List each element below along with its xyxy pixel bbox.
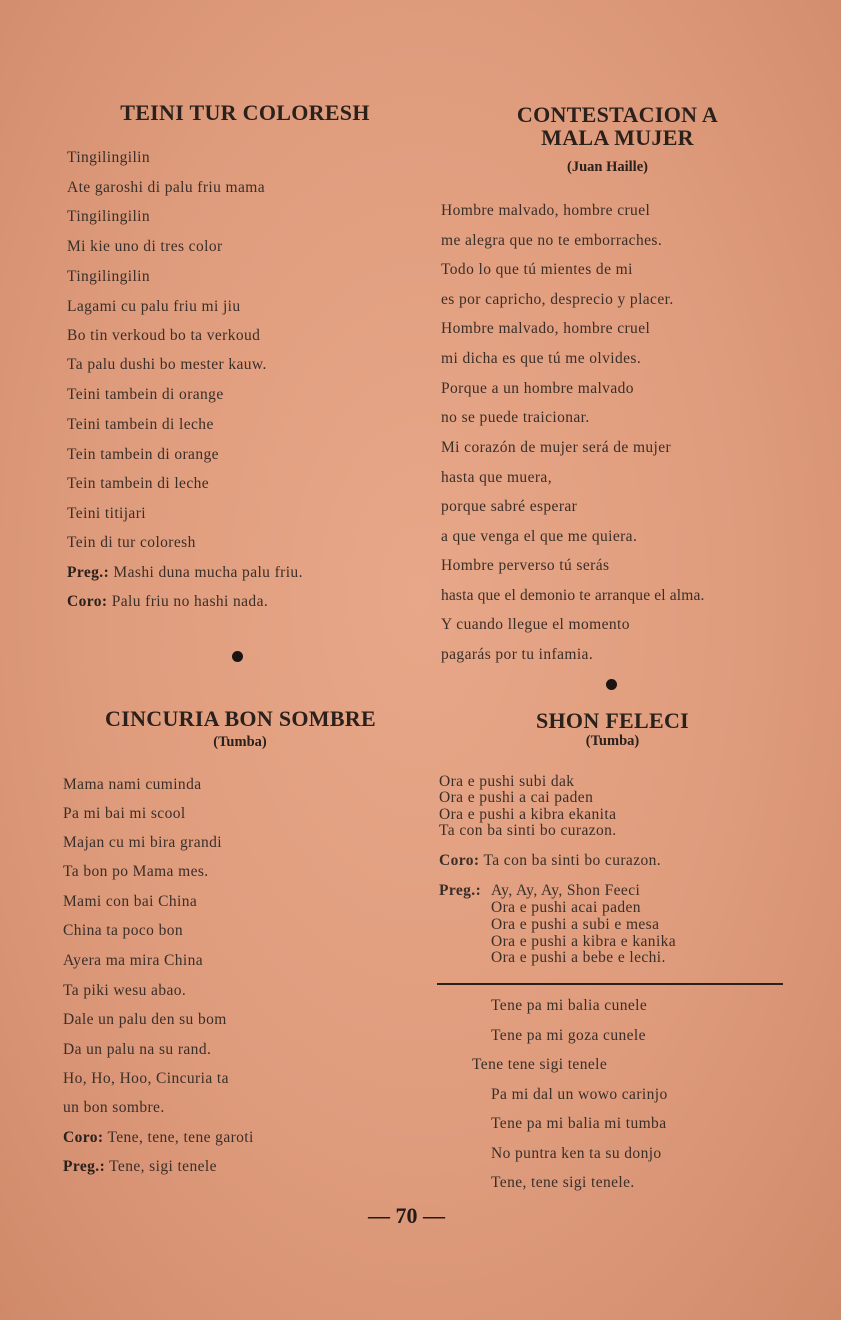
preg-label-line (439, 883, 481, 900)
preg-text: Tene, sigi tenele (109, 1158, 217, 1175)
preg-label: Preg.: (439, 882, 482, 899)
lyric-line: Lagami cu palu friu mi jiu (67, 298, 241, 315)
preg-label: Preg.: (67, 564, 110, 581)
lyric-line: Ayera ma mira China (63, 952, 204, 969)
lyric-line: Tene pa mi goza cunele (491, 1027, 646, 1044)
coro-label: Coro: (439, 852, 480, 869)
lyric-line: Ta piki wesu abao. (63, 982, 187, 999)
coro-text: Palu friu no hashi nada. (111, 593, 269, 610)
song-title: CINCURIA BON SOMBRE (105, 706, 376, 731)
lyric-line: Ora e pushi a bebe e lechi. (491, 949, 666, 966)
lyric-line: Ate garoshi di palu friu mama (67, 179, 265, 196)
song-title: CONTESTACION A (516, 102, 719, 127)
coro-text: Tene, tene, tene garoti (107, 1129, 254, 1146)
lyric-line: Tingilingilin (67, 149, 151, 166)
section-bullet (232, 651, 243, 662)
coro-label: Coro: (67, 593, 108, 610)
lyric-line: a que venga el que me quiera. (441, 528, 638, 545)
lyric-line: Porque a un hombre malvado (441, 380, 634, 397)
lyric-line: pagarás por tu infamia. (441, 646, 594, 663)
preg-line (67, 564, 303, 582)
lyric-line: Da un palu na su rand. (63, 1041, 212, 1058)
divider-rule (437, 983, 783, 985)
lyric-line: Ta con ba sinti bo curazon. (439, 822, 617, 839)
lyric-line: Hombre perverso tú serás (441, 557, 610, 574)
lyric-line: Tene tene sigi tenele (472, 1056, 608, 1073)
lyric-line: Hombre malvado, hombre cruel (441, 320, 651, 337)
lyric-line: Teini tambein di leche (67, 416, 214, 433)
lyric-line: Ora e pushi a kibra ekanita (439, 806, 617, 823)
lyric-line: mi dicha es que tú me olvides. (441, 350, 642, 367)
lyric-line: Bo tin verkoud bo ta verkoud (67, 327, 261, 344)
lyric-line: Pa mi dal un wowo carinjo (491, 1086, 668, 1103)
lyric-line: Tene pa mi balia cunele (491, 997, 648, 1014)
section-bullet (606, 679, 617, 690)
lyric-line: Hombre malvado, hombre cruel (441, 202, 651, 219)
song-title: MALA MUJER (541, 125, 694, 150)
lyric-line: me alegra que no te emborraches. (441, 232, 663, 249)
lyric-line: Ora e pushi a subi e mesa (491, 916, 660, 933)
lyric-line: Ho, Ho, Hoo, Cincuria ta (63, 1070, 229, 1087)
preg-line (63, 1158, 217, 1176)
lyric-line: hasta que muera, (441, 469, 552, 486)
coro-line (439, 853, 661, 870)
lyric-line: Mama nami cuminda (63, 776, 202, 793)
lyric-line: Tein di tur coloresh (67, 534, 196, 551)
lyric-line: China ta poco bon (63, 922, 184, 939)
lyric-line: Mami con bai China (63, 893, 198, 910)
lyric-line: un bon sombre. (63, 1099, 165, 1116)
lyric-line: Ta palu dushi bo mester kauw. (67, 356, 267, 373)
lyric-line: Ora e pushi acai paden (491, 899, 641, 916)
lyric-line: Tingilingilin (67, 268, 151, 285)
lyric-line: Ay, Ay, Ay, Shon Feeci (491, 882, 641, 899)
lyric-line: Teini titijari (67, 505, 146, 522)
lyric-line: Mi kie uno di tres color (67, 238, 223, 255)
song-subtitle: (Tumba) (585, 733, 640, 749)
lyric-line: Tein tambein di leche (67, 475, 210, 492)
lyric-line: Todo lo que tú mientes de mi (441, 261, 633, 278)
lyric-line: Mi corazón de mujer será de mujer (441, 439, 672, 456)
song-title: SHON FELECI (535, 708, 690, 733)
lyric-line: Tene, tene sigi tenele. (491, 1174, 635, 1191)
lyric-line: hasta que el demonio te arranque el alma. (441, 587, 705, 604)
coro-text: Ta con ba sinti bo curazon. (483, 852, 662, 869)
coro-label: Coro: (63, 1129, 104, 1146)
coro-line (67, 593, 268, 611)
lyric-line: Ta bon po Mama mes. (63, 863, 209, 880)
lyric-line: Ora e pushi subi dak (439, 773, 575, 790)
lyric-line: Teini tambein di orange (67, 386, 224, 403)
lyric-line: Ora e pushi a cai paden (439, 789, 594, 806)
lyric-line: Tene pa mi balia mi tumba (491, 1115, 667, 1132)
song-title: TEINI TUR COLORESH (120, 100, 370, 125)
lyric-line: Pa mi bai mi scool (63, 805, 186, 822)
page-number: — 70 — (368, 1203, 445, 1228)
lyric-line: Y cuando llegue el momento (441, 616, 630, 633)
lyric-line: No puntra ken ta su donjo (491, 1145, 662, 1162)
lyric-line: no se puede traicionar. (441, 409, 590, 426)
coro-line (63, 1129, 254, 1147)
lyric-line: Tingilingilin (67, 208, 151, 225)
lyric-line: Tein tambein di orange (67, 446, 219, 463)
lyric-line: Majan cu mi bira grandi (63, 834, 222, 851)
lyric-line: Ora e pushi a kibra e kanika (491, 933, 677, 950)
preg-label: Preg.: (63, 1158, 106, 1175)
lyric-line: Dale un palu den su bom (63, 1011, 227, 1028)
song-subtitle: (Tumba) (213, 734, 267, 750)
preg-text: Mashi duna mucha palu friu. (113, 564, 303, 581)
lyric-line: porque sabré esperar (441, 498, 578, 515)
song-author: (Juan Haille) (567, 159, 648, 175)
lyric-line: es por capricho, desprecio y placer. (441, 291, 674, 308)
